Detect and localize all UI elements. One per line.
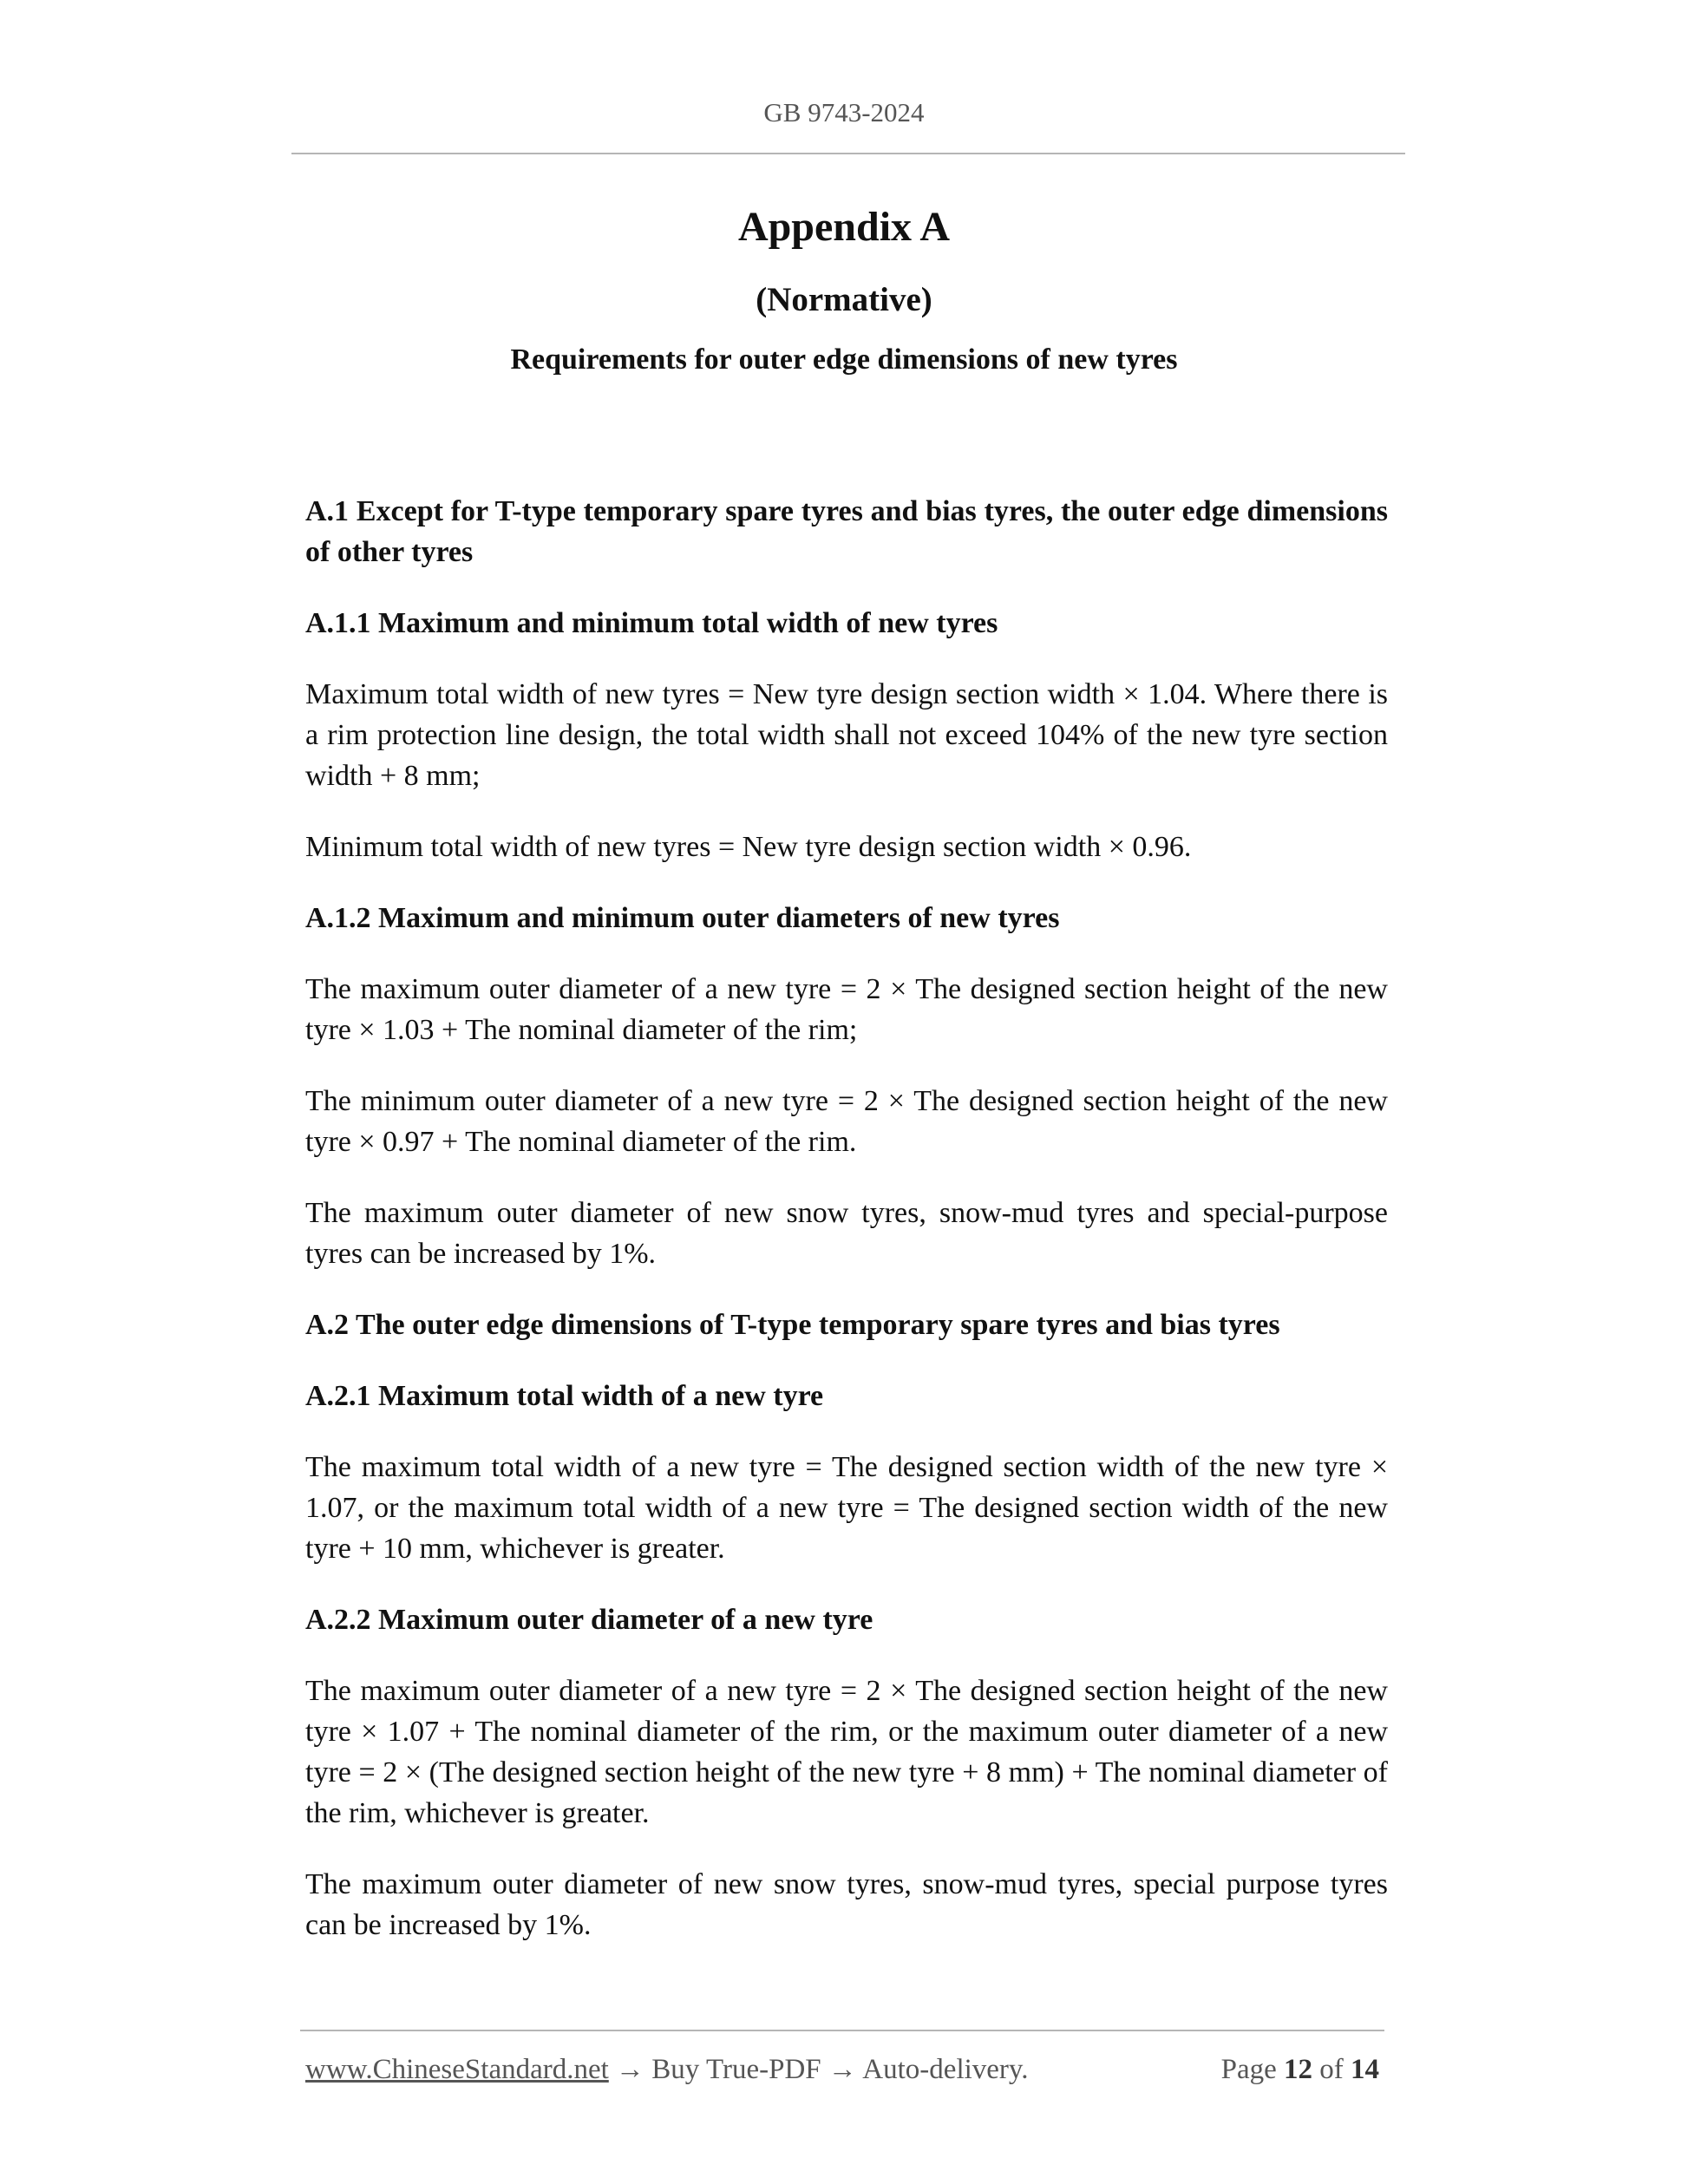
footer-divider [300, 2030, 1384, 2031]
page-total: 14 [1351, 2054, 1379, 2085]
website-link[interactable]: www.ChineseStandard.net [305, 2054, 609, 2085]
footer-promo-text: → Buy True-PDF → Auto-delivery. [608, 2054, 1029, 2085]
section-heading-a2-1: A.2.1 Maximum total width of a new tyre [305, 1380, 824, 1412]
section-heading-a1-1: A.1.1 Maximum and minimum total width of new tyres [305, 607, 998, 639]
paragraph-a1-1-min-width: Minimum total width of new tyres = New tyre design section width × 0.96. [305, 831, 1192, 863]
paragraph-a1-2-max-diameter: The maximum outer diameter of a new tyre = 2 × The designed section height of the new tyre × 1.03 + The nominal diameter of the rim; [305, 973, 1388, 1046]
page-current: 12 [1284, 2054, 1312, 2085]
section-heading-a1: A.1 Except for T-type temporary spare tyres and bias tyres, the outer edge dimensions of other tyres [305, 495, 1388, 568]
page-of-label: of [1319, 2054, 1344, 2085]
paragraph-a1-1-max-width: Maximum total width of new tyres = New tyre design section width × 1.04. Where there is a rim protection line design, the total width shall not exceed 104% of the new tyre section width + 8 mm; [305, 678, 1388, 792]
section-heading-a2-2: A.2.2 Maximum outer diameter of a new tyre [305, 1604, 873, 1636]
header-divider [291, 153, 1405, 154]
appendix-caption: Requirements for outer edge dimensions of new tyres [510, 343, 1178, 376]
paragraph-a1-2-min-diameter: The minimum outer diameter of a new tyre = 2 × The designed section height of the new tyre × 0.97 + The nominal diameter of the rim. [305, 1085, 1388, 1158]
paragraph-a2-1-max-width: The maximum total width of a new tyre = The designed section width of the new tyre × 1.07, or the maximum total width of a new tyre = The designed section width of the new tyre + 10 mm, whichever is greater. [305, 1451, 1388, 1565]
paragraph-a2-2-max-diameter: The maximum outer diameter of a new tyre = 2 × The designed section height of the new tyre × 1.07 + The nominal diameter of the rim, or the maximum outer diameter of a new tyre = 2 × (The designed section height of the new tyre + 8 mm) + The nominal diameter of the rim, whichever is greater. [305, 1675, 1388, 1829]
page-label: Page [1220, 2054, 1277, 2085]
page-number [1221, 2049, 1379, 2090]
appendix-title-block [0, 199, 1688, 380]
section-heading-a2: A.2 The outer edge dimensions of T-type temporary spare tyres and bias tyres [305, 1309, 1280, 1341]
appendix-title: Appendix A [737, 204, 951, 250]
paragraph-a1-2-snow-tyres: The maximum outer diameter of new snow tyres, snow-mud tyres and special-purpose tyres can be increased by 1%. [305, 1197, 1388, 1270]
section-heading-a1-2: A.1.2 Maximum and minimum outer diameters of new tyres [305, 902, 1060, 934]
footer-promo [305, 2049, 1029, 2090]
document-id-header: GB 9743-2024 [763, 97, 925, 128]
paragraph-a2-2-snow-tyres: The maximum outer diameter of new snow tyres, snow-mud tyres, special purpose tyres can be increased by 1%. [305, 1868, 1388, 1941]
appendix-nature: (Normative) [756, 281, 932, 318]
document-body [305, 491, 1388, 1976]
